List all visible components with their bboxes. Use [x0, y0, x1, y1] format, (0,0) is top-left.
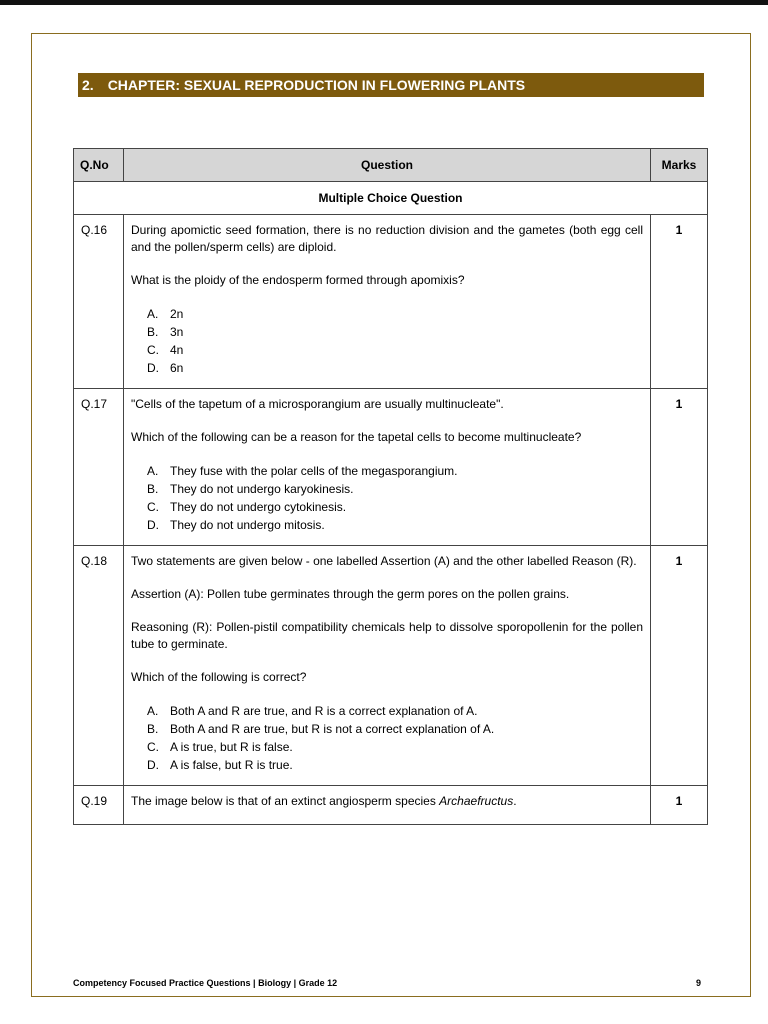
table-header-row	[74, 149, 708, 182]
question-marks: 1	[651, 546, 708, 786]
option-c: C. They do not undergo cytokinesis.	[147, 500, 347, 514]
question-number: Q.18	[74, 546, 124, 786]
question-body	[124, 546, 651, 786]
question-row-19	[74, 786, 708, 825]
options-list	[147, 702, 643, 774]
question-body	[124, 786, 651, 825]
question-number: Q.19	[74, 786, 124, 825]
question-prompt: Which of the following can be a reason for the tapetal cells to become multinucleate?	[131, 430, 582, 444]
reason-text: Reasoning (R): Pollen-pistil compatibility chemicals help to dissolve sporopollenin for the pollen tube to germinate.	[131, 620, 643, 651]
header-question: Question	[124, 149, 651, 182]
option-d: D. 6n	[147, 361, 184, 375]
question-text: The image below is that of an extinct angiosperm species Archaefructus.	[131, 794, 517, 808]
assertion-text: Assertion (A): Pollen tube germinates through the germ pores on the pollen grains.	[131, 587, 570, 601]
option-b: B. They do not undergo karyokinesis.	[147, 482, 354, 496]
page-number: 9	[696, 978, 702, 988]
question-text: During apomictic seed formation, there is no reduction division and the gametes (both egg cell and the pollen/sperm cells) are diploid.	[131, 223, 643, 254]
chapter-banner	[78, 73, 704, 97]
top-edge-bar	[0, 0, 768, 5]
question-text: "Cells of the tapetum of a microsporangium are usually multinucleate".	[131, 397, 504, 411]
question-row-16	[74, 215, 708, 389]
question-prompt: What is the ploidy of the endosperm formed through apomixis?	[131, 273, 465, 287]
question-row-18	[74, 546, 708, 786]
option-d: D. A is false, but R is true.	[147, 758, 293, 772]
option-b: B. Both A and R are true, but R is not a correct explanation of A.	[147, 722, 495, 736]
question-table	[73, 148, 708, 825]
species-name: Archaefructus	[439, 794, 514, 808]
question-prompt: Which of the following is correct?	[131, 670, 307, 684]
options-list	[147, 305, 643, 377]
option-b: B. 3n	[147, 325, 184, 339]
header-marks: Marks	[651, 149, 708, 182]
question-number: Q.16	[74, 215, 124, 389]
question-marks: 1	[651, 786, 708, 825]
question-body	[124, 215, 651, 389]
option-a: A. 2n	[147, 307, 184, 321]
chapter-title: CHAPTER: SEXUAL REPRODUCTION IN FLOWERING PLANTS	[107, 77, 526, 93]
header-qno: Q.No	[74, 149, 124, 182]
footer-text: Competency Focused Practice Questions | Biology | Grade 12	[73, 978, 338, 988]
options-list	[147, 462, 643, 534]
option-c: C. A is true, but R is false.	[147, 740, 293, 754]
section-row	[74, 182, 708, 215]
question-marks: 1	[651, 215, 708, 389]
option-d: D. They do not undergo mitosis.	[147, 518, 325, 532]
option-a: A. They fuse with the polar cells of the megasporangium.	[147, 464, 458, 478]
question-number: Q.17	[74, 389, 124, 546]
question-text: Two statements are given below - one labelled Assertion (A) and the other labelled Reason (R).	[131, 554, 637, 568]
question-body	[124, 389, 651, 546]
option-a: A. Both A and R are true, and R is a correct explanation of A.	[147, 704, 478, 718]
option-c: C. 4n	[147, 343, 184, 357]
question-marks: 1	[651, 389, 708, 546]
question-row-17	[74, 389, 708, 546]
chapter-number: 2.	[82, 77, 94, 93]
section-title: Multiple Choice Question	[74, 182, 708, 215]
